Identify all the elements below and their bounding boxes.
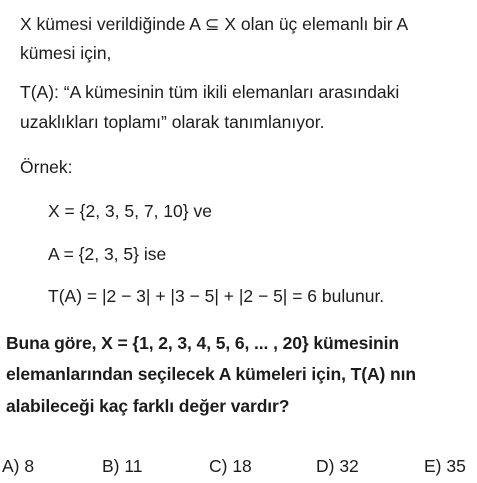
intro-line-2: kümesi için, bbox=[20, 43, 112, 63]
question-line-1: Buna göre, X = {1, 2, 3, 4, 5, 6, ... , 20} kümesinin bbox=[6, 333, 399, 353]
choice-d[interactable]: D) 32 bbox=[316, 456, 359, 476]
example-heading: Örnek: bbox=[20, 157, 73, 177]
intro-line-1: X kümesi verildiğinde A ⊆ X olan üç elemanlı bir A bbox=[20, 14, 409, 34]
choice-c[interactable]: C) 18 bbox=[209, 456, 252, 476]
definition-line-1: T(A): “A kümesinin tüm ikili elemanları arasındaki bbox=[20, 82, 400, 102]
question-line-3: alabileceği kaç farklı değer vardır? bbox=[6, 396, 290, 416]
question-line-2: elemanlarından seçilecek A kümeleri için, T(A) nın bbox=[6, 364, 416, 384]
answer-choices bbox=[0, 456, 477, 478]
choice-e[interactable]: E) 35 bbox=[424, 456, 466, 476]
choice-b[interactable]: B) 11 bbox=[102, 456, 143, 476]
definition-line-2: uzaklıkları toplamı” olarak tanımlanıyor. bbox=[20, 112, 325, 132]
choice-a[interactable]: A) 8 bbox=[2, 456, 35, 476]
example-result: T(A) = |2 − 3| + |3 − 5| + |2 − 5| = 6 bulunur. bbox=[48, 286, 385, 306]
example-set-a: A = {2, 3, 5} ise bbox=[48, 244, 167, 264]
example-set-x: X = {2, 3, 5, 7, 10} ve bbox=[48, 201, 212, 221]
